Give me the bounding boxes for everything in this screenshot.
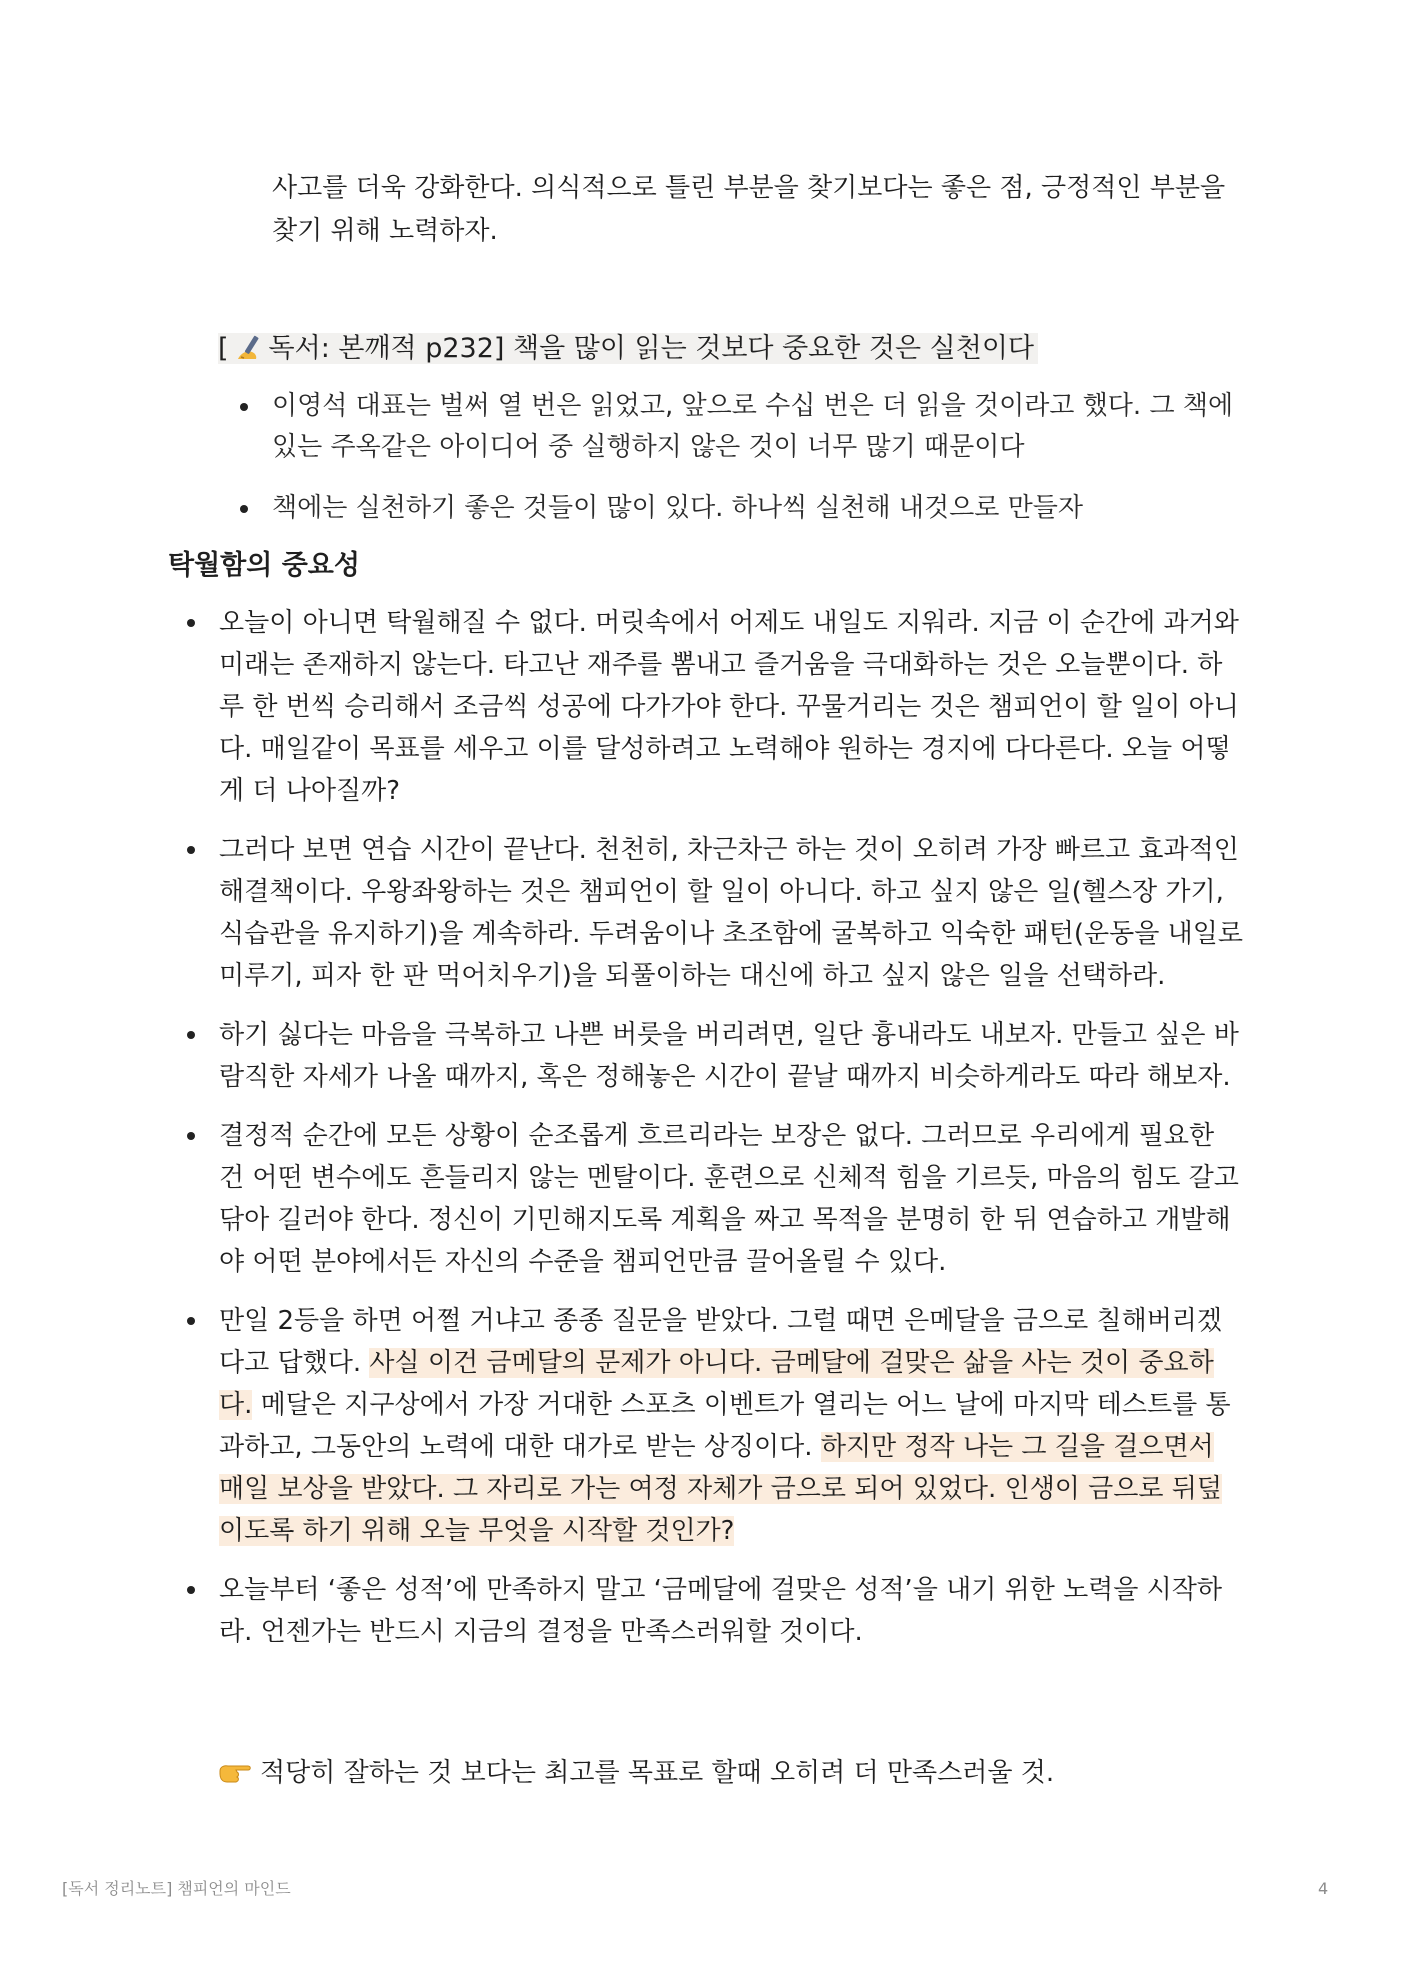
list-item-text: 오늘이 아니면 탁월해질 수 없다. 머릿속에서 어제도 내일도 지워라. 지금 이 순간에 과거와 미래는 존재하지 않는다. 타고난 재주를 뽐내고 즐거움을 극대화하는 것은 오늘뿐이다. 하루 한 번씩 승리해서 조금씩 성공에 다가가야 한다. 꾸물거리는 것은 챔피언이 할 일이 아니다. 매일같이 목표를 세우고 이를 달성하려고 노력해야 원하는 경지에 다다른다. 오늘 어떻게 더 나아질까?	[219, 608, 1239, 806]
reading-callout	[218, 327, 1038, 370]
list-item-text: 하기 싫다는 마음을 극복하고 나쁜 버릇을 버리려면, 일단 흉내라도 내보자. 만들고 싶은 바람직한 자세가 나올 때까지, 혹은 정해놓은 시간이 끝날 때까지 비슷하게라도 따라 해보자.	[219, 1020, 1239, 1092]
bullet-dot	[187, 619, 195, 627]
section-heading: 탁월함의 중요성	[168, 550, 360, 581]
list-item	[183, 1014, 1243, 1098]
list-item	[183, 602, 1243, 812]
highlighted-text: 하지만 정작 나는 그 길을 걸으면서 매일 보상을 받았다. 그 자리로 가는 여정 자체가 금으로 되어 있었다. 인생이 금으로 뒤덮이도록 하기 위해 오늘 무엇을 시작할 것인가?	[219, 1432, 1223, 1546]
list-item	[183, 1569, 1243, 1653]
bullet-dot	[187, 1586, 195, 1594]
bullet-dot	[187, 1317, 195, 1325]
bullet-dot	[240, 505, 248, 513]
list-item-text: 이영석 대표는 벌써 열 번은 읽었고, 앞으로 수십 번은 더 읽을 것이라고 했다. 그 책에 있는 주옥같은 아이디어 중 실행하지 않은 것이 너무 많기 때문이다	[272, 391, 1234, 462]
writing-hand-icon	[235, 333, 265, 361]
list-item-text: 메달은 지구상에서 가장 거대한 스포츠 이벤트가 열리는 어느 날에 마지막 테스트를 통과하고, 그동안의 노력에 대한 대가로 받는 상징이다.	[219, 1390, 1231, 1462]
pointer-note	[218, 1752, 1054, 1794]
list-item	[183, 1300, 1243, 1552]
page-number: 4	[1318, 1879, 1329, 1898]
continuation-paragraph: 사고를 더욱 강화한다. 의식적으로 틀린 부분을 찾기보다는 좋은 점, 긍정적인 부분을 찾기 위해 노력하자.	[272, 173, 1226, 246]
list-item	[236, 386, 1236, 468]
pointing-hand-icon	[218, 1759, 252, 1785]
highlighted-text: 사실 이건 금메달의 문제가 아니다. 금메달에 걸맞은 삶을 사는 것이 중요하다.	[219, 1348, 1214, 1420]
list-item	[183, 829, 1243, 997]
list-item-text: 그러다 보면 연습 시간이 끝난다. 천천히, 차근차근 하는 것이 오히려 가장 빠르고 효과적인 해결책이다. 우왕좌왕하는 것은 챔피언이 할 일이 아니다. 하고 싶지 않은 일(헬스장 가기, 식습관을 유지하기)을 계속하라. 두려움이나 초조함에 굴복하고 익숙한 패턴(운동을 내일로 미루기, 피자 한 판 먹어치우기)을 되풀이하는 대신에 하고 싶지 않은 일을 선택하라.	[219, 835, 1243, 991]
list-item	[236, 488, 1236, 529]
callout-bracket: [	[218, 333, 229, 364]
list-item-text: 책에는 실천하기 좋은 것들이 많이 있다. 하나씩 실천해 내것으로 만들자	[272, 493, 1084, 523]
bullet-dot	[187, 846, 195, 854]
callout-text: 독서: 본깨적 p232] 책을 많이 읽는 것보다 중요한 것은 실천이다	[268, 333, 1034, 364]
bullet-dot	[240, 403, 248, 411]
callout-sub-list	[236, 386, 1236, 549]
footer-title: [독서 정리노트] 챔피언의 마인드	[62, 1879, 291, 1898]
list-item-text: 결정적 순간에 모든 상황이 순조롭게 흐르리라는 보장은 없다. 그러므로 우리에게 필요한 건 어떤 변수에도 흔들리지 않는 멘탈이다. 훈련으로 신체적 힘을 기르듯, 마음의 힘도 갈고닦아 길러야 한다. 정신이 기민해지도록 계획을 짜고 목적을 분명히 한 뒤 연습하고 개발해야 어떤 분야에서든 자신의 수준을 챔피언만큼 끌어올릴 수 있다.	[219, 1121, 1239, 1277]
list-item-text: 오늘부터 ‘좋은 성적’에 만족하지 말고 ‘금메달에 걸맞은 성적’을 내기 위한 노력을 시작하라. 언젠가는 반드시 지금의 결정을 만족스러워할 것이다.	[219, 1575, 1223, 1647]
list-item-text: 만일 2등을 하면 어쩔 거냐고 종종 질문을 받았다. 그럴 때면 은메달을 금으로 칠해버리겠다고 답했다.	[219, 1306, 1223, 1378]
bullet-dot	[187, 1031, 195, 1039]
pointer-text: 적당히 잘하는 것 보다는 최고를 목표로 할때 오히려 더 만족스러울 것.	[260, 1758, 1055, 1788]
bullet-dot	[187, 1132, 195, 1140]
excellence-list	[183, 602, 1243, 1670]
list-item	[183, 1115, 1243, 1283]
